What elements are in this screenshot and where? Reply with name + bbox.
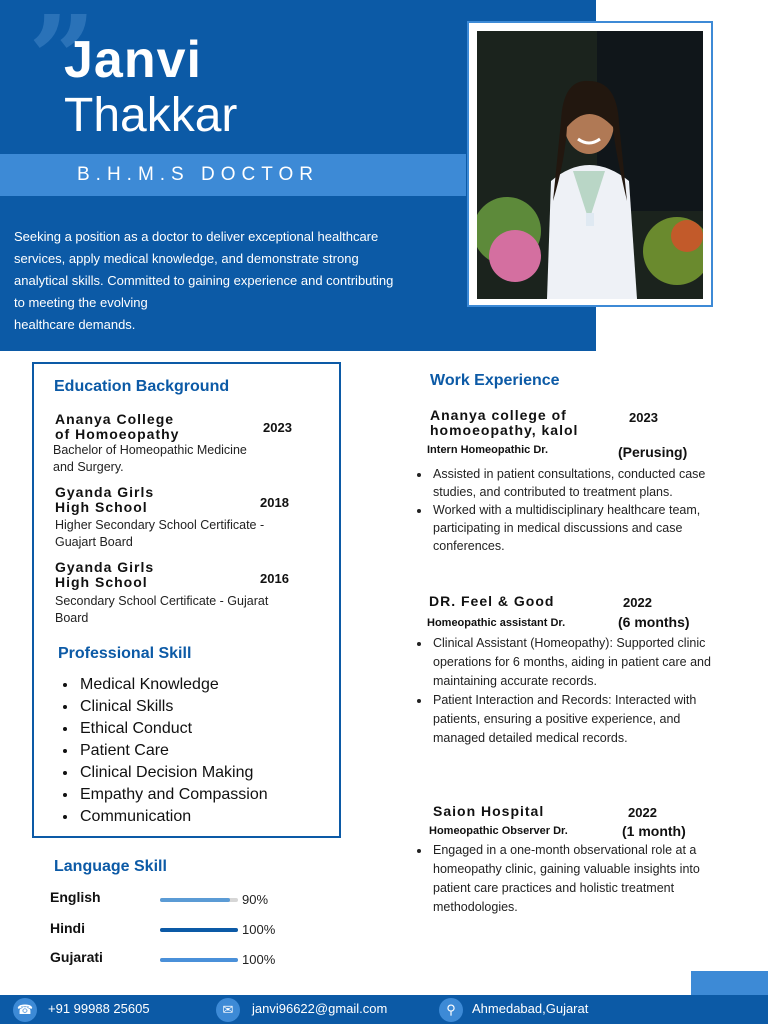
job-bullet: • Assisted in patient consultations, conducted case studies, and contributed to treatment plans. [431,465,721,501]
job-year: 2022 [628,805,657,820]
job-title: B.H.M.S DOCTOR [77,164,319,185]
institution-line: Ananya College [55,411,175,427]
location-text: Ahmedabad,Gujarat [472,1001,589,1016]
quote-mark-icon: ” [28,0,96,128]
job-employer [430,408,578,438]
language-percent: 100% [242,952,276,967]
summary-line: to meeting the evolving [14,295,148,310]
institution-line: High School [55,499,148,515]
institution-line: of Homoeopathy [55,426,180,442]
education-institution [55,412,179,442]
language-bar-fill [160,928,238,932]
employer-line: Ananya college of [430,407,567,423]
description-line: Board [55,611,89,625]
work-title: Work Experience [430,372,560,389]
job-role: Homeopathic assistant Dr. [427,617,566,629]
job-employer [429,594,554,609]
job-bullet: • Engaged in a one-month observational role at a homeopathy clinic, gaining valuable insights into patient care practices and holistic treatment methodologies. [431,841,706,917]
email-icon: ✉ [216,998,240,1022]
location-pin-icon: ⚲ [439,998,463,1022]
summary-line: services, apply medical knowledge, and demonstrate strong [14,251,359,266]
skill-item: • Ethical Conduct [78,718,268,740]
skill-item: • Empathy and Compassion [78,784,268,806]
employer-line: DR. Feel & Good [429,593,555,609]
phone-number[interactable]: +91 99988 25605 [48,1001,150,1016]
language-bar-track [160,898,238,902]
education-description [53,442,293,476]
education-description [55,517,305,551]
job-duration: (Perusing) [618,444,688,460]
education-year: 2023 [263,420,292,435]
job-bullets [414,841,706,917]
language-title: Language Skill [54,858,167,875]
phone-icon: ☎ [13,998,37,1022]
language-percent: 100% [242,922,276,937]
job-bullets [414,634,721,748]
language-name: Hindi [50,920,85,936]
skill-item: • Medical Knowledge [78,674,268,696]
job-duration: (1 month) [622,823,686,839]
summary-line: analytical skills. Committed to gaining experience and contributing [14,273,394,288]
institution-line: Gyanda Girls [55,559,155,575]
last-name: Thakkar [64,89,238,142]
language-bar-fill [160,958,238,962]
language-percent: 90% [242,892,269,907]
job-duration: (6 months) [618,614,690,630]
job-bullet: • Patient Interaction and Records: Interacted with patients, ensuring a positive experience, and managed detailed medical records. [431,691,721,748]
employer-line: Saion Hospital [433,803,545,819]
skill-item: • Clinical Decision Making [78,762,268,784]
education-title: Education Background [54,378,230,395]
summary [14,226,434,336]
language-bar-fill [160,898,230,902]
education-description [55,593,305,627]
skill-item: • Patient Care [78,740,268,762]
language-bar-track [160,928,238,932]
summary-line: healthcare demands. [14,317,136,332]
job-bullet: • Clinical Assistant (Homeopathy): Supported clinic operations for 6 months, aiding in patient care and maintaining accurate records. [431,634,721,691]
job-year: 2022 [623,595,652,610]
profile-photo [477,31,703,299]
education-year: 2016 [260,571,289,586]
description-line: Higher Secondary School Certificate - [55,518,265,532]
skills-list [58,674,268,828]
employer-line: homoeopathy, kalol [430,422,579,438]
language-name: English [50,889,101,905]
job-role: Homeopathic Observer Dr. [429,825,568,837]
education-year: 2018 [260,495,289,510]
description-line: Guajart Board [55,535,133,549]
job-bullets [414,465,721,555]
profile-photo-frame [467,21,713,307]
description-line: Bachelor of Homeopathic Medicine [53,443,247,457]
summary-line: Seeking a position as a doctor to deliver exceptional healthcare [14,229,379,244]
education-institution [55,485,154,515]
institution-line: High School [55,574,148,590]
language-name: Gujarati [50,949,103,965]
job-employer [433,804,544,819]
language-bar-track [160,958,238,962]
education-institution [55,560,154,590]
skills-title: Professional Skill [58,645,192,662]
job-role: Intern Homeopathic Dr. [427,444,549,456]
description-line: Secondary School Certificate - Gujarat [55,594,269,608]
skill-item: • Communication [78,806,268,828]
job-bullet: • Worked with a multidisciplinary healthcare team, participating in medical discussions and case conferences. [431,501,721,555]
job-year: 2023 [629,410,658,425]
institution-line: Gyanda Girls [55,484,155,500]
first-name: Janvi [64,31,202,89]
description-line: and Surgery. [53,460,124,474]
skill-item: • Clinical Skills [78,696,268,718]
email-address[interactable]: janvi96622@gmail.com [252,1001,388,1016]
